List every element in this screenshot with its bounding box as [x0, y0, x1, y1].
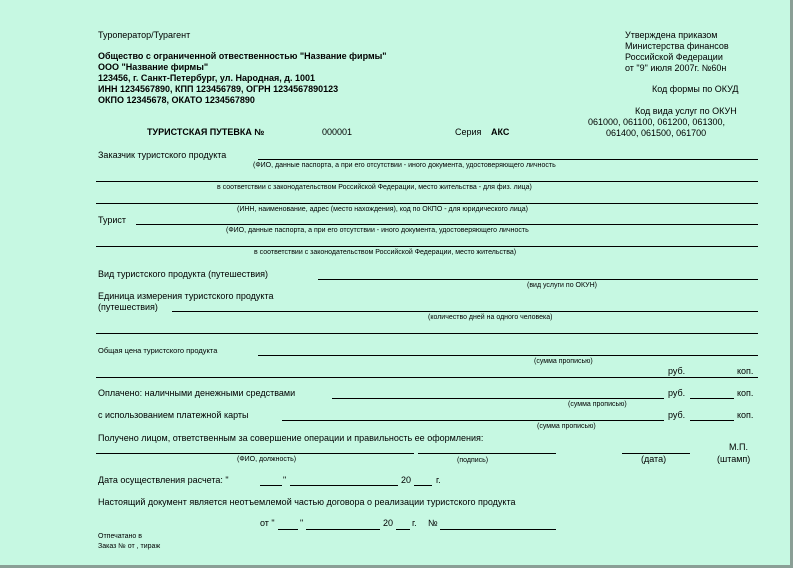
- cash-line[interactable]: [332, 398, 664, 399]
- mp-label: М.П.: [729, 442, 748, 452]
- total-kop: коп.: [737, 366, 754, 376]
- sign-hint: (подпись): [457, 457, 489, 464]
- okun-codes-1: 061000, 061100, 061200, 061300,: [588, 117, 725, 127]
- tourist-line-2[interactable]: [96, 246, 758, 247]
- unit-line[interactable]: [172, 311, 758, 312]
- company-address: 123456, г. Санкт-Петербург, ул. Народная, д. 1001: [98, 73, 316, 83]
- company-short-name: ООО "Название фирмы": [98, 62, 209, 72]
- cash-sum-hint: (сумма прописью): [568, 401, 627, 408]
- customer-line-2[interactable]: [96, 181, 758, 182]
- calc-date-g: г.: [436, 475, 441, 485]
- sign-line[interactable]: [418, 453, 556, 454]
- fio-hint: (ФИО, должность): [237, 456, 297, 463]
- cash-rub: руб.: [668, 388, 686, 398]
- unit-hint: (количество дней на одного человека): [428, 314, 553, 321]
- fio-line[interactable]: [96, 453, 414, 454]
- total-label: Общая цена туристского продукта: [98, 346, 218, 355]
- contract-year: 20: [383, 518, 394, 528]
- total-line-2[interactable]: [96, 377, 758, 378]
- calc-date-label: Дата осуществления расчета: ": [98, 475, 229, 485]
- company-inn: ИНН 1234567890, КПП 123456789, ОГРН 1234567890123: [98, 84, 339, 94]
- contract-g: г.: [412, 518, 417, 528]
- contract-ot: от ": [260, 518, 275, 528]
- contract-no: №: [428, 518, 438, 528]
- calc-day-line[interactable]: [260, 485, 282, 486]
- unit-label-1: Единица измерения туристского продукта: [98, 291, 274, 301]
- calc-month-line[interactable]: [290, 485, 398, 486]
- card-kop: коп.: [737, 410, 754, 420]
- contract-month-line[interactable]: [306, 529, 380, 530]
- okun-title: Код вида услуг по ОКУН: [635, 106, 737, 116]
- tourist-label: Турист: [98, 215, 127, 225]
- contract-day-line[interactable]: [278, 529, 298, 530]
- total-rub: руб.: [668, 366, 686, 376]
- footer-order: Заказ № от , тираж: [98, 543, 161, 550]
- contract-quote: ": [300, 518, 304, 528]
- customer-hint-1: (ФИО, данные паспорта, а при его отсутствии - иного документа, удостоверяющего личность: [253, 162, 556, 169]
- stamp-hint: (штамп): [717, 454, 751, 464]
- okud-label: Код формы по ОКУД: [652, 84, 739, 94]
- card-rub-line[interactable]: [690, 420, 734, 421]
- company-okpo: ОКПО 12345678, ОКАТО 1234567890: [98, 95, 255, 105]
- received-label: Получено лицом, ответственным за совершение операции и правильность ее оформления:: [98, 433, 484, 443]
- customer-label: Заказчик туристского продукта: [98, 150, 227, 160]
- product-type-line[interactable]: [318, 279, 758, 280]
- tourist-hint-2: в соответствии с законодательством Российской Федерации, место жительства): [254, 249, 517, 256]
- company-full-name: Общество с ограниченной отвественностью "Название фирмы": [98, 51, 387, 61]
- approval-line-2: Министерства финансов: [625, 41, 729, 51]
- contract-text: Настоящий документ является неотъемлемой частью договора о реализации туристского продукта: [98, 497, 516, 507]
- tourist-hint-1: (ФИО, данные паспорта, а при его отсутствии - иного документа, удостоверяющего личность: [226, 227, 529, 234]
- footer-printed: Отпечатано в: [98, 533, 142, 540]
- calc-year-line[interactable]: [414, 485, 432, 486]
- product-type-label: Вид туристского продукта (путешествия): [98, 269, 269, 279]
- unit-label-2: (путешествия): [98, 302, 158, 312]
- card-rub: руб.: [668, 410, 686, 420]
- calc-date-quote: ": [283, 475, 287, 485]
- series-label: Серия: [455, 127, 482, 137]
- total-line[interactable]: [258, 355, 758, 356]
- voucher-title: ТУРИСТСКАЯ ПУТЕВКА №: [147, 127, 265, 137]
- cash-label: Оплачено: наличными денежными средствами: [98, 388, 296, 398]
- card-line[interactable]: [282, 420, 664, 421]
- tourist-line[interactable]: [136, 224, 758, 225]
- approval-line-3: Российской Федерации: [625, 52, 723, 62]
- voucher-number: 000001: [322, 127, 353, 137]
- customer-line-3[interactable]: [96, 203, 758, 204]
- okun-codes-2: 061400, 061500, 061700: [606, 128, 707, 138]
- operator-label: Туроператор/Турагент: [98, 30, 191, 40]
- customer-hint-2: в соответствии с законодательством Российской Федерации, место жительства - для физ. лица): [217, 184, 532, 191]
- customer-line[interactable]: [258, 159, 758, 160]
- approval-line-4: от "9" июля 2007г. №60н: [625, 63, 727, 73]
- total-sum-hint: (сумма прописью): [534, 358, 593, 365]
- date-hint: (дата): [641, 454, 667, 464]
- approval-line-1: Утверждена приказом: [625, 30, 718, 40]
- card-sum-hint: (сумма прописью): [537, 423, 596, 430]
- card-label: с использованием платежной карты: [98, 410, 249, 420]
- calc-date-year: 20: [401, 475, 412, 485]
- product-type-hint: (вид услуги по ОКУН): [527, 282, 597, 289]
- cash-kop: коп.: [737, 388, 754, 398]
- contract-year-line[interactable]: [396, 529, 410, 530]
- customer-hint-3: (ИНН, наименование, адрес (место нахождения), код по ОКПО - для юридического лица): [237, 206, 528, 213]
- cash-rub-line[interactable]: [690, 398, 734, 399]
- series-value: АКС: [491, 127, 510, 137]
- contract-no-line[interactable]: [440, 529, 556, 530]
- unit-line-2[interactable]: [96, 333, 758, 334]
